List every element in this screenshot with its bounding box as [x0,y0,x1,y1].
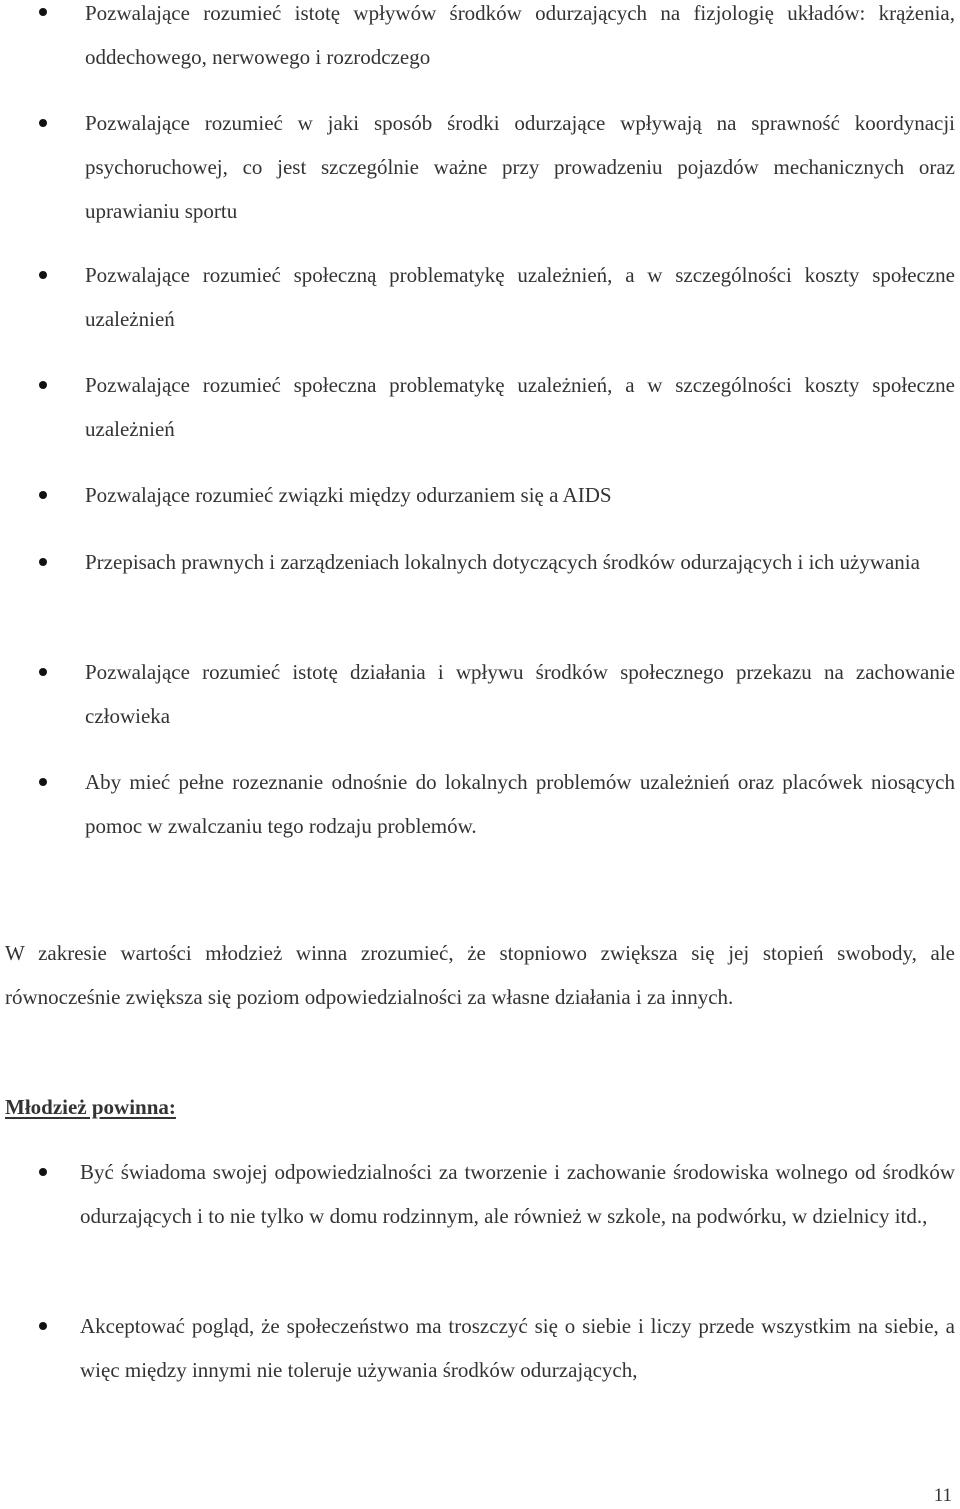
bullet-icon [39,491,47,499]
bullet-icon [39,381,47,389]
list-item: Akceptować pogląd, że społeczeństwo ma troszczyć się o siebie i liczy przede wszystkim na siebie, a więc między innymi nie toleruje używania środków odurzających, [80,1314,955,1382]
list-item: Pozwalające rozumieć istotę działania i wpływu środków społecznego przekazu na zachowanie człowieka [85,660,955,728]
bullet-icon [39,1168,47,1176]
bullet-icon [39,558,47,566]
page-number: 11 [933,1485,952,1506]
bullet-icon [39,1322,47,1330]
body-paragraph: W zakresie wartości młodzież winna zrozumieć, że stopniowo zwiększa się jej stopień swobody, ale równocześnie zwiększa się poziom odpowiedzialności za własne działania i za innych. [5,941,955,1009]
list-item: Przepisach prawnych i zarządzeniach lokalnych dotyczących środków odurzających i ich używania [85,550,920,574]
list-item: Aby mieć pełne rozeznanie odnośnie do lokalnych problemów uzależnień oraz placówek niosących pomoc w zwalczaniu tego rodzaju problemów. [85,770,955,838]
bullet-icon [39,778,47,786]
list-item: Pozwalające rozumieć związki między odurzaniem się a AIDS [85,483,612,507]
bullet-icon [39,8,47,16]
list-item: Pozwalające rozumieć społeczna problematykę uzależnień, a w szczególności koszty społeczne uzależnień [85,373,955,441]
bullet-icon [39,119,47,127]
bullet-icon [39,668,47,676]
section-heading: Młodzież powinna: [5,1095,176,1119]
list-item: Pozwalające rozumieć społeczną problematykę uzależnień, a w szczególności koszty społeczne uzależnień [85,263,955,331]
list-item: Pozwalające rozumieć w jaki sposób środki odurzające wpływają na sprawność koordynacji psychoruchowej, co jest szczególnie ważne przy prowadzeniu pojazdów mechanicznych oraz uprawianiu sportu [85,111,955,223]
list-item: Być świadoma swojej odpowiedzialności za tworzenie i zachowanie środowiska wolnego od środków odurzających i to nie tylko w domu rodzinnym, ale również w szkole, na podwórku, w dzielnicy itd., [80,1160,955,1228]
list-item: Pozwalające rozumieć istotę wpływów środków odurzających na fizjologię układów: krążenia, oddechowego, nerwowego i rozrodczego [85,1,955,69]
bullet-icon [39,271,47,279]
